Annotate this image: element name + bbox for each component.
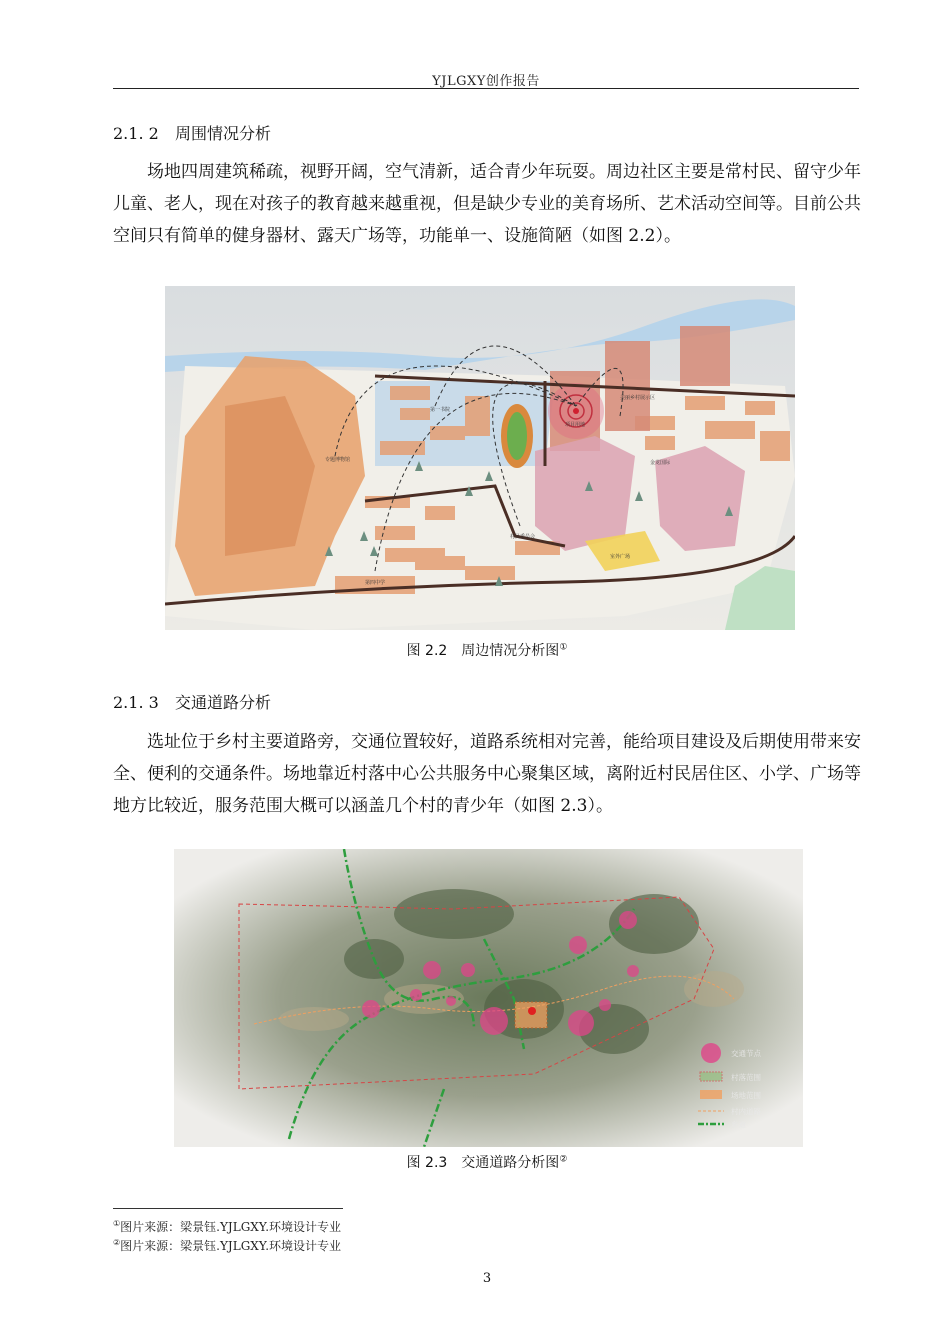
footnote-ref: ② (559, 1154, 568, 1165)
caption-text: 图 2.3 交通道路分析图 (406, 1155, 560, 1171)
section-number: 2.1. 2 (113, 124, 159, 143)
map-label: 村民委员会 (510, 534, 536, 540)
map-label: 项目用地 (565, 422, 586, 428)
footnote-ref: ① (559, 642, 568, 653)
section-number: 2.1. 3 (113, 693, 159, 712)
figure-surroundings-map (165, 286, 795, 630)
map-label: 第一书院 (430, 407, 451, 413)
section-heading-2-1-2 (113, 121, 271, 144)
legend-label: 村内道路 (731, 1107, 761, 1116)
section-title: 交通道路分析 (175, 693, 272, 712)
map-label: 专题博物馆 (325, 457, 351, 463)
paragraph-text: 选址位于乡村主要道路旁，交通位置较好，道路系统相对完善，能给项目建设及后期使用带来安全、便利的交通条件。场地靠近村落中心公共服务中心聚集区域，离附近村民居住区、小学、广场等地方比较近，服务范围大概可以涵盖几个村的青少年（如图 2.3）。 (113, 732, 861, 816)
footnote-mark: ② (113, 1238, 121, 1247)
caption-text: 图 2.2 周边情况分析图 (406, 643, 560, 659)
section-title: 周围情况分析 (175, 124, 272, 143)
header-rule (113, 88, 859, 89)
paragraph-traffic (113, 726, 861, 822)
legend-label: 场地范围 (731, 1091, 761, 1100)
legend-label: 乡道 (731, 1120, 746, 1129)
map-label: 第四中学 (365, 580, 386, 586)
figure-traffic-map (174, 849, 803, 1147)
map-label: 美丽乡村展示区 (620, 395, 656, 401)
footnote-mark: ① (113, 1219, 121, 1228)
legend-label: 村落范围 (731, 1073, 761, 1082)
map-label: 室外广场 (610, 554, 631, 560)
footnote-rule (113, 1208, 343, 1209)
legend-label: 交通节点 (731, 1049, 761, 1058)
footnote-text: 图片来源：梁景钰.YJLGXY.环境设计专业 (120, 1239, 342, 1253)
map-label: 金龙国际 (650, 460, 671, 466)
footnote-text: 图片来源：梁景钰.YJLGXY.环境设计专业 (120, 1220, 342, 1234)
section-heading-2-1-3 (113, 690, 271, 713)
running-header: YJLGXY创作报告 (432, 74, 540, 89)
page-number: 3 (482, 1271, 492, 1286)
paragraph-text: 场地四周建筑稀疏，视野开阔，空气清新，适合青少年玩耍。周边社区主要是常村民、留守少年儿童、老人，现在对孩子的教育越来越重视，但是缺少专业的美育场所、艺术活动空间等。目前公共空间只有简单的健身器材、露天广场等，功能单一、设施简陋（如图 2.2）。 (113, 162, 861, 246)
paragraph-surroundings (113, 156, 861, 252)
footnote-1 (113, 1218, 341, 1235)
figure-caption-2-3 (113, 1152, 861, 1172)
footnote-2 (113, 1237, 341, 1254)
figure-caption-2-2 (113, 640, 861, 660)
